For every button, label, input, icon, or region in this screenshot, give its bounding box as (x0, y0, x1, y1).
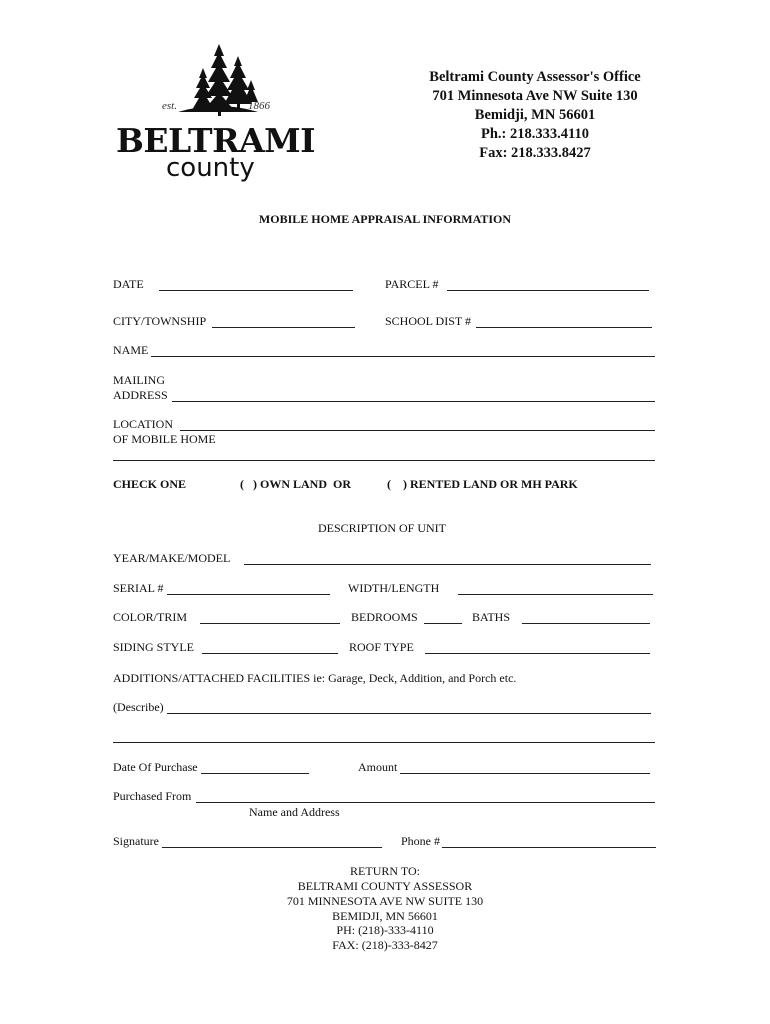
office-street: 701 Minnesota Ave NW Suite 130 (432, 88, 638, 104)
date-of-purchase-field[interactable] (201, 773, 309, 774)
date-of-purchase-label: Date Of Purchase (113, 760, 198, 774)
parcel-label: PARCEL # (385, 277, 439, 291)
city-township-field[interactable] (212, 327, 355, 328)
return-to-heading: RETURN TO: (350, 864, 420, 878)
year-make-model-field[interactable] (244, 564, 651, 565)
name-address-caption: Name and Address (249, 805, 340, 819)
date-label: DATE (113, 277, 144, 291)
mailing-label-line1: MAILING (113, 373, 165, 387)
roof-type-label: ROOF TYPE (349, 640, 414, 654)
office-city: Bemidji, MN 56601 (474, 107, 596, 123)
width-length-label: WIDTH/LENGTH (348, 581, 440, 595)
return-to-city: BEMIDJI, MN 56601 (332, 909, 438, 923)
parcel-field[interactable] (447, 290, 649, 291)
return-to-street: 701 MINNESOTA AVE NW SUITE 130 (286, 894, 484, 908)
own-land-option[interactable]: ( ) OWN LAND OR (240, 477, 351, 491)
location-label-line1: LOCATION (113, 417, 173, 431)
bedrooms-label: BEDROOMS (351, 610, 418, 624)
school-dist-label: SCHOOL DIST # (385, 314, 472, 328)
logo-year-text: 1866 (248, 100, 270, 112)
signature-label: Signature (113, 834, 159, 848)
signature-field[interactable] (162, 847, 382, 848)
mailing-address-field[interactable] (172, 401, 655, 402)
serial-field[interactable] (167, 594, 330, 595)
baths-label: BATHS (472, 610, 511, 624)
amount-label: Amount (358, 760, 398, 774)
siding-style-field[interactable] (202, 653, 338, 654)
form-title: MOBILE HOME APPRAISAL INFORMATION (258, 212, 512, 226)
siding-style-label: SIDING STYLE (113, 640, 194, 654)
phone-field[interactable] (442, 847, 656, 848)
describe-label: (Describe) (113, 700, 164, 714)
color-trim-field[interactable] (200, 623, 340, 624)
additions-label: ADDITIONS/ATTACHED FACILITIES ie: Garage, Deck, Addition, and Porch etc. (113, 671, 517, 685)
roof-type-field[interactable] (425, 653, 650, 654)
name-field[interactable] (151, 356, 655, 357)
return-to-phone: PH: (218)-333-4110 (336, 923, 434, 937)
width-length-field[interactable] (458, 594, 653, 595)
city-township-label: CITY/TOWNSHIP (113, 314, 207, 328)
amount-field[interactable] (400, 773, 650, 774)
logo-wordmark: BELTRAMI (116, 121, 316, 160)
logo-est-text: est. (162, 100, 177, 112)
logo-county-word: county (166, 153, 255, 183)
year-make-model-label: YEAR/MAKE/MODEL (113, 551, 231, 565)
bedrooms-field[interactable] (424, 623, 462, 624)
serial-label: SERIAL # (113, 581, 164, 595)
office-name: Beltrami County Assessor's Office (429, 69, 641, 85)
office-phone: Ph.: 218.333.4110 (481, 126, 589, 142)
return-to-fax: FAX: (218)-333-8427 (332, 938, 438, 952)
return-to-name: BELTRAMI COUNTY ASSESSOR (297, 879, 473, 893)
name-label: NAME (113, 343, 149, 357)
baths-field[interactable] (522, 623, 650, 624)
location-field[interactable] (180, 430, 655, 431)
color-trim-label: COLOR/TRIM (113, 610, 188, 624)
describe-field-line2[interactable] (113, 742, 655, 743)
mailing-label-line2: ADDRESS (113, 388, 168, 402)
rented-land-option[interactable]: ( ) RENTED LAND OR MH PARK (387, 477, 578, 491)
location-field-line2[interactable] (113, 460, 655, 461)
location-label-line2: OF MOBILE HOME (113, 432, 216, 446)
office-fax: Fax: 218.333.8427 (479, 145, 591, 161)
phone-label: Phone # (401, 834, 440, 848)
school-dist-field[interactable] (476, 327, 652, 328)
date-field[interactable] (159, 290, 353, 291)
description-title: DESCRIPTION OF UNIT (318, 521, 447, 535)
check-one-label: CHECK ONE (113, 477, 187, 491)
purchased-from-label: Purchased From (113, 789, 192, 803)
describe-field[interactable] (167, 713, 651, 714)
purchased-from-field[interactable] (196, 802, 655, 803)
